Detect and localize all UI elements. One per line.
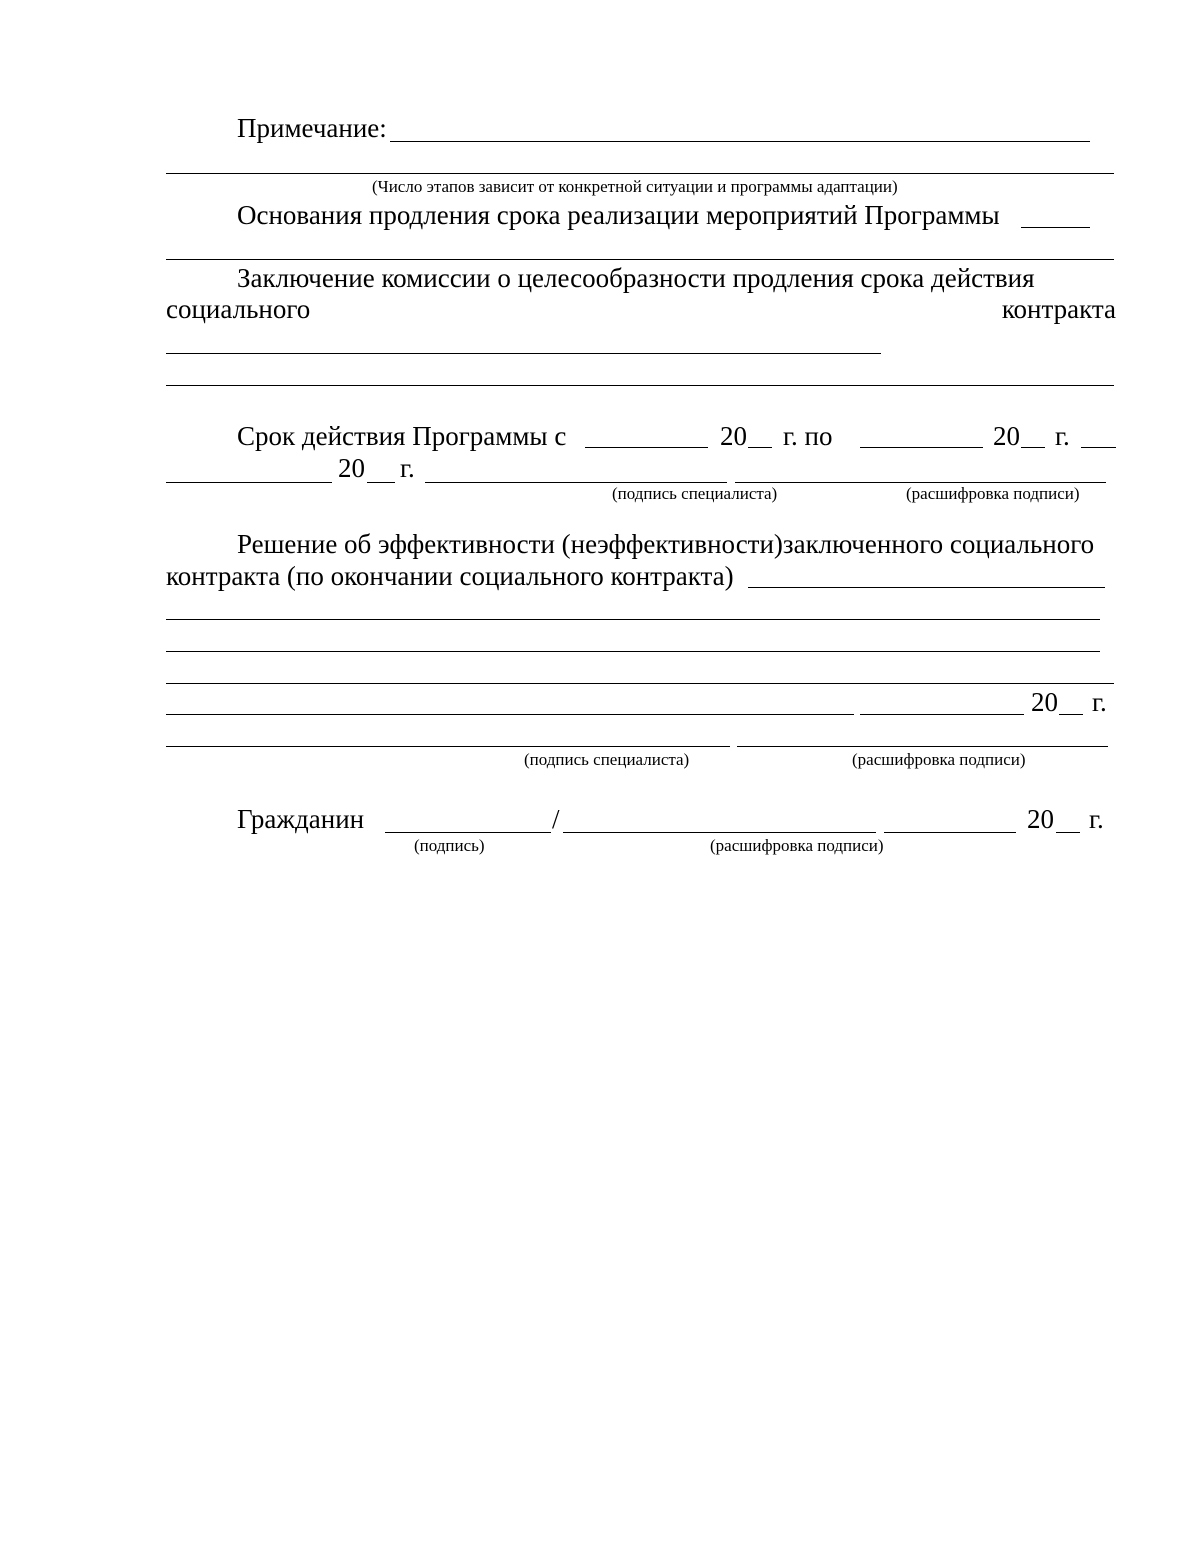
decision-year-blank[interactable] — [1059, 714, 1083, 715]
decision-decoding-blank[interactable] — [737, 746, 1108, 747]
note-hint: (Число этапов зависит от конкретной ситуации и программы адаптации) — [372, 177, 898, 196]
decision-blank-2[interactable] — [166, 619, 1100, 620]
note-blank-2[interactable] — [166, 173, 1114, 174]
term-caption-decoding: (расшифровка подписи) — [906, 484, 1080, 503]
note-label: Примечание: — [237, 113, 387, 143]
note-blank-1[interactable] — [390, 141, 1090, 142]
term-year-2-blank[interactable] — [1021, 447, 1045, 448]
extension-blank-1[interactable] — [1021, 227, 1090, 228]
decision-caption-signature: (подпись специалиста) — [524, 750, 690, 769]
term-year-3-blank[interactable] — [367, 482, 395, 483]
citizen-label: Гражданин — [237, 804, 365, 834]
term-g-end: г. — [1055, 421, 1070, 451]
commission-line-1: Заключение комиссии о целесообразности продления срока действия — [237, 263, 1035, 293]
citizen-caption-signature: (подпись) — [414, 836, 485, 855]
decision-line-1: Решение об эффективности (неэффективности)заключенного социального — [237, 529, 1095, 559]
citizen-year-blank[interactable] — [1056, 832, 1080, 833]
term-tail-blank[interactable] — [1081, 447, 1116, 448]
term-year-2: 20 — [993, 421, 1020, 451]
citizen-date-blank[interactable] — [884, 832, 1016, 833]
term-signature-blank[interactable] — [425, 482, 727, 483]
decision-signature-blank[interactable] — [166, 746, 730, 747]
extension-blank-2[interactable] — [166, 259, 1114, 260]
term-year-1: 20 — [720, 421, 747, 451]
term-g-po: г. по — [783, 421, 833, 451]
term-decoding-blank[interactable] — [735, 482, 1106, 483]
decision-blank-5[interactable] — [166, 714, 854, 715]
extension-label: Основания продления срока реализации мероприятий Программы — [237, 200, 1000, 230]
decision-g: г. — [1092, 687, 1107, 717]
citizen-signature-blank[interactable] — [385, 832, 551, 833]
term-g-3: г. — [400, 453, 415, 483]
citizen-caption-decoding: (расшифровка подписи) — [710, 836, 884, 855]
term-start-date-blank[interactable] — [585, 447, 708, 448]
term-end-date-blank[interactable] — [860, 447, 983, 448]
term-caption-signature: (подпись специалиста) — [612, 484, 778, 503]
commission-line-2-left: социального — [166, 294, 311, 324]
decision-year: 20 — [1031, 687, 1058, 717]
term-year-3: 20 — [338, 453, 365, 483]
term-prefix: Срок действия Программы с — [237, 421, 567, 451]
decision-date-blank[interactable] — [860, 714, 1024, 715]
commission-blank-2[interactable] — [166, 385, 1114, 386]
citizen-g: г. — [1089, 804, 1104, 834]
commission-line-2-right: контракта — [1001, 294, 1116, 324]
commission-blank-1[interactable] — [166, 353, 881, 354]
term-year-1-blank[interactable] — [748, 447, 772, 448]
decision-blank-3[interactable] — [166, 651, 1100, 652]
citizen-slash: / — [552, 804, 560, 834]
decision-blank-1[interactable] — [748, 587, 1105, 588]
decision-blank-4[interactable] — [166, 683, 1114, 684]
citizen-decoding-blank[interactable] — [563, 832, 876, 833]
decision-caption-decoding: (расшифровка подписи) — [852, 750, 1026, 769]
decision-line-2: контракта (по окончании социального контракта) — [166, 561, 734, 591]
term-sign-date-blank[interactable] — [166, 482, 332, 483]
citizen-year: 20 — [1027, 804, 1054, 834]
